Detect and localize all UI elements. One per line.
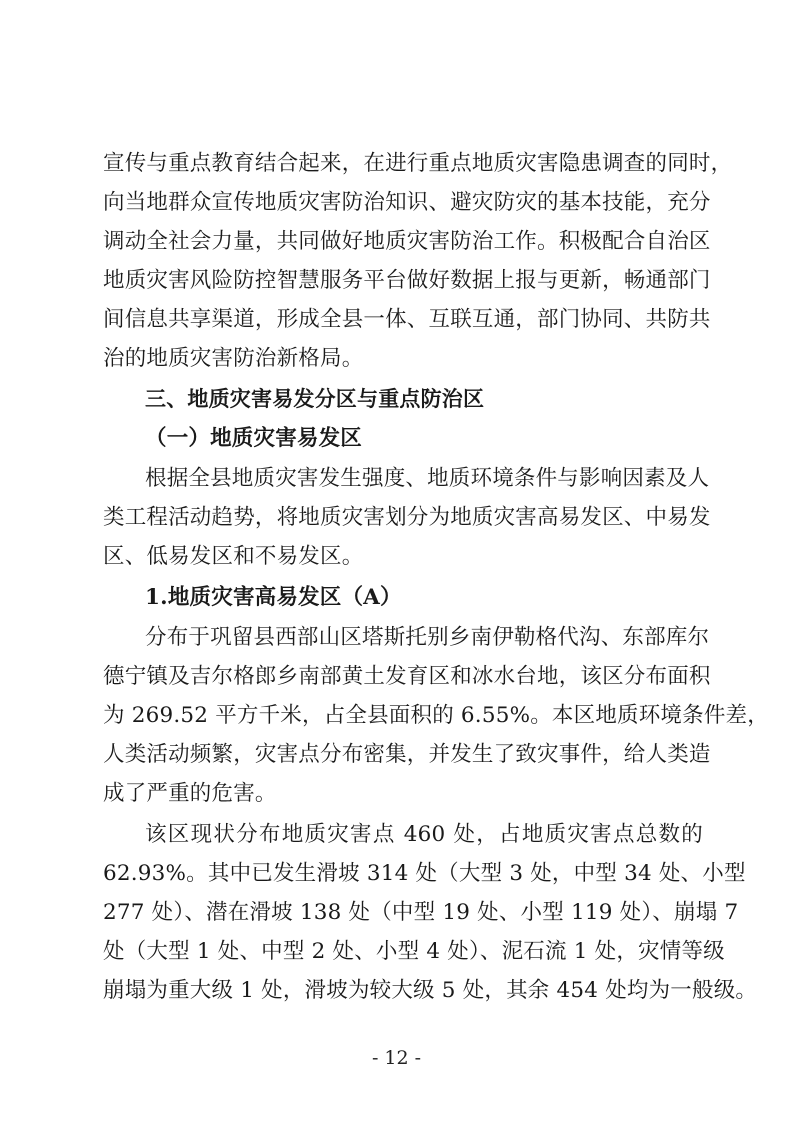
paragraph-line: 62.93%。其中已发生滑坡 314 处（大型 3 处，中型 34 处、小型 [103,861,746,886]
paragraph-line: 分布于巩留县西部山区塔斯托别乡南伊勒格代沟、东部库尔 [145,625,710,650]
item-heading: 1.地质灾害高易发区（A） [145,585,402,610]
paragraph-line: 地质灾害风险防控智慧服务平台做好数据上报与更新，畅通部门 [103,268,711,293]
subsection-heading: （一）地质灾害易发区 [145,426,363,451]
page-number: - 12 - [371,1047,422,1069]
paragraph-line: 类工程活动趋势，将地质灾害划分为地质灾害高易发区、中易发 [103,505,711,530]
paragraph-line: 宣传与重点教育结合起来，在进行重点地质灾害隐患调查的同时， [103,151,733,176]
paragraph-line: 间信息共享渠道，形成全县一体、互联互通，部门协同、共防共 [103,307,711,332]
section-heading: 三、地质灾害易发分区与重点防治区 [145,387,485,411]
paragraph-line: 区、低易发区和不易发区。 [103,544,364,569]
paragraph-line: 人类活动频繁，灾害点分布密集，并发生了致灾事件，给人类造 [103,742,711,767]
paragraph-line: 成了严重的危害。 [103,781,277,806]
paragraph-line: 向当地群众宣传地质灾害防治知识、避灾防灾的基本技能，充分 [103,190,711,215]
paragraph-line: 该区现状分布地质灾害点 460 处，占地质灾害点总数的 [145,822,703,847]
paragraph-line: 处（大型 1 处、中型 2 处、小型 4 处）、泥石流 1 处，灾情等级 [103,939,725,964]
paragraph-line: 根据全县地质灾害发生强度、地质环境条件与影响因素及人 [145,466,710,491]
paragraph-line: 277 处）、潜在滑坡 138 处（中型 19 处、小型 119 处）、崩塌 7 [103,900,739,925]
paragraph-line: 调动全社会力量，共同做好地质灾害防治工作。积极配合自治区 [103,229,711,254]
paragraph-line: 为 269.52 平方千米，占全县面积的 6.55%。本区地质环境条件差， [103,703,769,728]
paragraph-line: 崩塌为重大级 1 处，滑坡为较大级 5 处，其余 454 处均为一般级。 [103,978,758,1003]
paragraph-line: 治的地质灾害防治新格局。 [103,346,364,371]
paragraph-line: 德宁镇及吉尔格郎乡南部黄土发育区和冰水台地，该区分布面积 [103,664,711,689]
